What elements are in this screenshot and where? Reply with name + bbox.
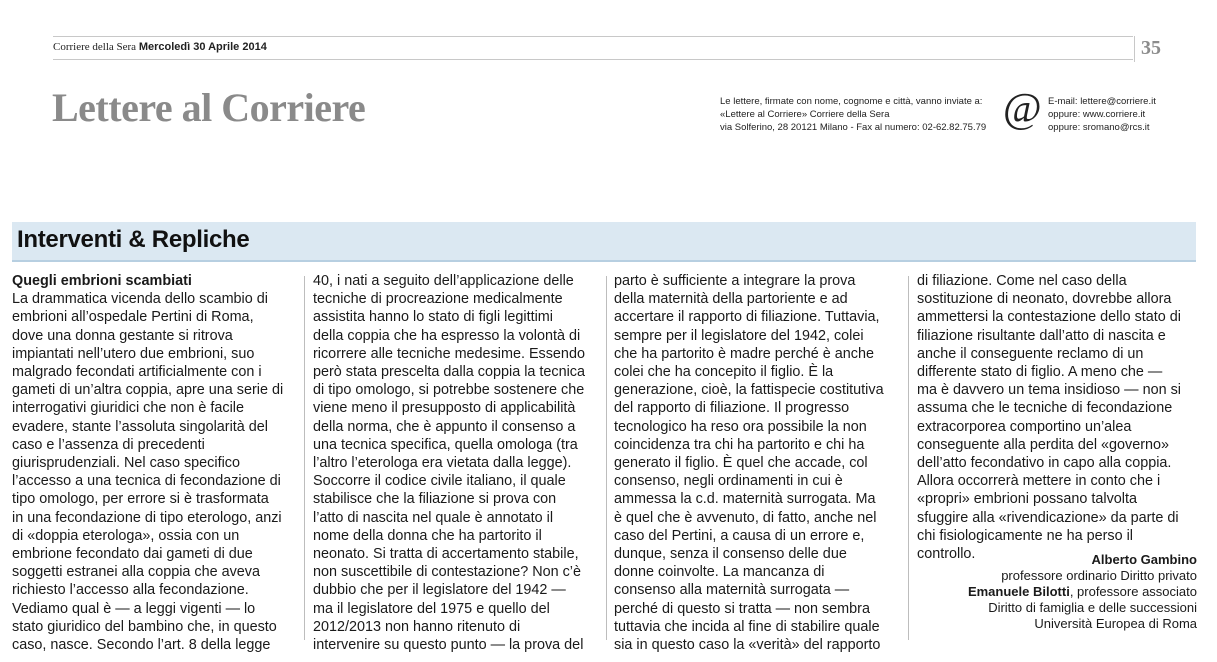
text-line: embrioni all’ospedale Pertini di Roma, (12, 309, 254, 326)
publication-date: Mercoledì 30 Aprile 2014 (138, 41, 267, 53)
contact-line: Le lettere, firmate con nome, cognome e città, vanno inviate a: (720, 96, 983, 107)
text-line: generazione, cioè, la fattispecie costitutiva (614, 382, 884, 399)
text-line: colei che ha concepito il figlio. È la (614, 364, 834, 381)
text-line: in una fecondazione di tipo eterologo, anzi (12, 509, 282, 526)
text-line: viene meno il presupposto di applicabilità (313, 400, 576, 417)
text-line: assistita hanno lo stato di figli legittimi (313, 309, 553, 326)
text-line: coincidenza tra chi ha partorito e chi ha (614, 436, 865, 453)
text-line: nome della donna che ha partorito il (313, 527, 542, 544)
text-line: controllo. (917, 546, 976, 563)
text-line: caso del Pertini, a causa di un errore e, (614, 527, 865, 544)
text-line: interrogativi giuridici che non è facile (12, 400, 244, 417)
article-column-4 (917, 272, 1202, 563)
text-line: conseguente alla perdita del «governo» (917, 436, 1170, 453)
page-header (53, 36, 1190, 62)
text-line: ammettersi la contestazione dello stato di (917, 309, 1181, 326)
article-column-1 (12, 272, 294, 654)
text-line: di tipo omologo, si potrebbe sostenere che (313, 382, 585, 399)
author-name-2: Emanuele Bilotti (967, 584, 1070, 599)
text-line: caso, nasce. Secondo l’art. 8 della legge (12, 637, 271, 654)
text-line: di filiazione. Come nel caso della (917, 273, 1127, 289)
article-column-3 (614, 272, 899, 654)
text-line: Allora occorrerà mettere in conto che i (917, 473, 1161, 490)
text-line: malgrado fecondati artificialmente con i (12, 364, 262, 381)
text-line: della maternità della partoriente e ad (614, 291, 848, 308)
email-list (1048, 95, 1156, 134)
header-rule-bottom (53, 59, 1133, 60)
text-line: tipo omologo, per errore si è trasformata (12, 491, 269, 508)
text-line: Vediamo qual è — a leggi vigenti — lo (12, 600, 256, 617)
text-line: differente stato di figlio. A meno che — (917, 364, 1163, 381)
text-line: ma è davvero un tema insidioso — non si (917, 382, 1181, 399)
text-line: consenso alla maternità surrogata — (614, 582, 850, 599)
text-line: è quel che è avvenuto, di fatto, anche nel (614, 509, 877, 526)
text-line: 2012/2013 non hanno ritenuto di (313, 618, 521, 635)
column-lines (917, 272, 1202, 563)
author-affiliation: Università Europea di Roma (1034, 616, 1197, 631)
text-line: anche il conseguente reclamo di un (917, 345, 1144, 362)
text-line: però stata prescelta dalla coppia la tecnica (313, 364, 585, 381)
header-separator (1134, 36, 1135, 62)
text-line: ma il legislatore del 1975 e quello del (313, 600, 550, 617)
text-line: La drammatica vicenda dello scambio di (12, 291, 268, 308)
text-line: dell’atto fecondativo in capo alla coppia. (917, 455, 1172, 472)
text-line: l’altro l’eterologa era vietata dalla legge). (313, 455, 572, 472)
text-line: dubbio che per il legislatore del 1942 — (313, 582, 566, 599)
column-lines (12, 290, 294, 654)
contact-line: via Solferino, 28 20121 Milano - Fax al numero: 02-62.82.75.79 (720, 122, 987, 133)
text-line: che ha partorito è madre perché è anche (614, 345, 874, 362)
publication-name: Corriere della Sera (53, 41, 137, 53)
text-line: ricorrere alle tecniche medesime. Essendo (313, 345, 585, 362)
text-line: caso e l’assenza di precedenti (12, 436, 205, 453)
signature-block (968, 552, 1197, 632)
column-lines (614, 272, 899, 654)
text-line: l’atto di nascita nel quale è annotato il (313, 509, 554, 526)
email-line: oppure: sromano@rcs.it (1048, 122, 1150, 133)
text-line: embrione fecondato dai gameti di due (12, 546, 253, 563)
text-line: chi fisiologicamente ne ha perso il (917, 527, 1133, 544)
header-rule-top (53, 36, 1133, 37)
text-line: filiazione risultante dall’atto di nascita e (917, 327, 1166, 344)
text-line: tecnologico ha reso ora possibile la non (614, 418, 867, 435)
text-line: soggetti estranei alla coppia che aveva (12, 564, 260, 581)
text-line: del rapporto di filiazione. Il progresso (614, 400, 850, 417)
author-role-2: , professore associato (1069, 584, 1197, 599)
author-name-1: Alberto Gambino (1091, 552, 1197, 567)
column-divider (304, 276, 305, 640)
text-line: evadere, stante l’assoluta singolarità del (12, 418, 268, 435)
text-line: sfuggire alla «rivendicazione» da parte di (917, 509, 1179, 526)
text-line: assuma che le tecniche di fecondazione (917, 400, 1173, 417)
column-divider (908, 276, 909, 640)
article-column-2 (313, 272, 598, 654)
text-line: della norma, che è appunto il consenso a (313, 418, 576, 435)
text-line: tecniche di procreazione medicalmente (313, 291, 563, 308)
text-line: sostituzione di neonato, dovrebbe allora (917, 291, 1172, 308)
text-line: tuttavia che incida al fine di stabilire quale (614, 618, 880, 635)
text-line: neonato. Si tratta di accertamento stabile, (313, 546, 579, 563)
text-line: 40, i nati a seguito dell’applicazione delle (313, 273, 574, 289)
text-line: donne coinvolte. La mancanza di (614, 564, 825, 581)
text-line: dove una donna gestante si ritrova (12, 327, 233, 344)
text-line: extracorporea comportino un’alea (917, 418, 1132, 435)
text-line: dunque, senza il consenso delle due (614, 546, 847, 563)
email-line: E-mail: lettere@corriere.it (1048, 96, 1156, 107)
text-line: della coppia che ha espresso la volontà di (313, 327, 581, 344)
contact-info (720, 95, 1020, 134)
author-role-1: professore ordinario Diritto privato (1001, 568, 1197, 583)
page-number: 35 (1141, 37, 1161, 59)
text-line: impiantati nell’utero due embrioni, suo (12, 345, 255, 362)
text-line: l’accesso a una tecnica di fecondazione di (12, 473, 281, 490)
column-divider (606, 276, 607, 640)
article-title: Quegli embrioni scambiati (12, 273, 192, 289)
column-lines (313, 272, 598, 654)
text-line: di «doppia eterologa», ossia con un (12, 527, 240, 544)
text-line: Soccorre il codice civile italiano, il quale (313, 473, 566, 490)
email-line: oppure: www.corriere.it (1048, 109, 1146, 120)
text-line: sia in questo caso la «verità» del rapporto (614, 637, 881, 654)
text-line: sempre per il legislatore del 1942, colei (614, 327, 864, 344)
text-line: gameti di un’altra coppia, apre una serie di (12, 382, 284, 399)
text-line: stato giuridico del bambino che, in questo (12, 618, 277, 635)
contact-line: «Lettere al Corriere» Corriere della Sera (720, 109, 890, 120)
text-line: «propri» embrioni possano talvolta (917, 491, 1137, 508)
section-band (12, 222, 1196, 262)
text-line: una tecnica specifica, quella omologa (tra (313, 436, 578, 453)
text-line: parto è sufficiente a integrare la prova (614, 273, 856, 289)
author-role-3: Diritto di famiglia e delle successioni (988, 600, 1197, 615)
text-line: consenso, negli ordinamenti in cui è (614, 473, 843, 490)
author-line-2 (968, 584, 1197, 600)
text-line: giurisprudenziali. Nel caso specifico (12, 455, 240, 472)
text-line: intervenire su questo punto — la prova del (313, 637, 584, 654)
band-title: Interventi & Repliche (17, 226, 250, 253)
text-line: stabilisce che la filiazione si prova con (313, 491, 557, 508)
text-line: perché di questo si tratta — non sembra (614, 600, 870, 617)
text-line: generato il figlio. È quel che accade, col (614, 455, 868, 472)
section-title: Lettere al Corriere (52, 85, 366, 130)
text-line: ammessa la c.d. maternità surrogata. Ma (614, 491, 876, 508)
text-line: accertare il rapporto di filiazione. Tuttavia, (614, 309, 880, 326)
publication-line (53, 41, 267, 53)
at-sign-icon: @ (1003, 86, 1042, 132)
text-line: non suscettibile di contestazione? Non c’è (313, 564, 581, 581)
text-line: richiesto l’accesso alla fecondazione. (12, 582, 249, 599)
